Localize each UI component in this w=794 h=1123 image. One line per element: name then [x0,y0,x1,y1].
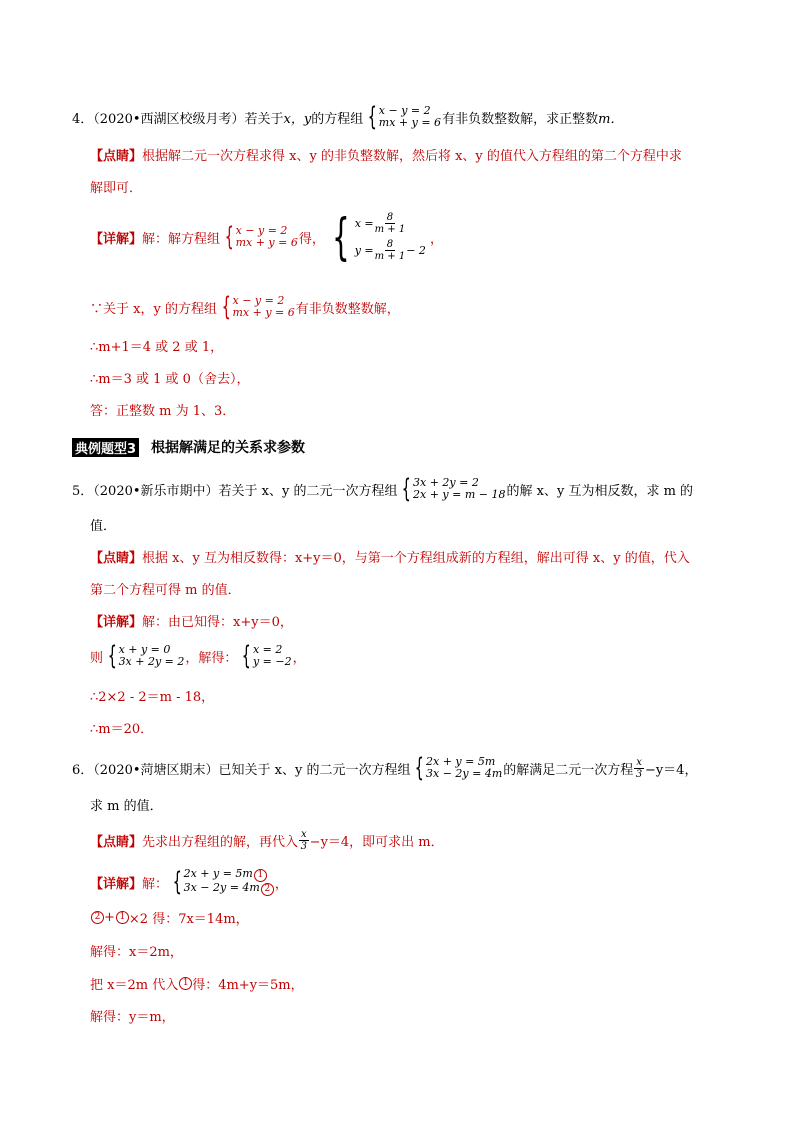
q6-line2: 求 m 的值． [90,799,163,814]
q6-hint [90,829,444,852]
q5-solve: ，解得： [185,650,238,666]
q4-hint-line1 [90,145,682,164]
q4-mid: 的方程组 [311,111,364,127]
brace-icon: { [107,641,117,671]
brace-icon: { [332,208,350,266]
q4-eq1: x − y = 2 [378,104,431,117]
q4-hint-text1: 根据解二元一次方程求得 x、y 的非负整数解，然后将 x、y 的值代入方程组的第二个方程中求 [142,149,682,164]
q6-detail-system: { 2x + y = 5m 1 3x − 2y = 4m 2 [169,868,274,896]
q6-hint-b: −y＝4，即可求出 m． [309,835,444,850]
q4-vars: x，y [283,111,312,127]
q4-hint-text2: 解即可． [90,181,143,196]
q5-line2: 值． [90,519,117,534]
q5-system-line: 则 { x + y = 0 3x + 2y = 2 ，解得： { x = 2 y = −2 ， [90,641,306,671]
q5-detail [90,611,293,630]
q6-detail: 【详解】 解： { 2x + y = 5m 1 3x − 2y = 4m 2 ， [90,867,288,897]
q5-hint-line2: 第二个方程可得 m 的值． [90,583,241,598]
q6-fraction: $\frac{x}{3}$ [635,756,643,780]
q5-prefix: 5．（2020•新乐市期中）若关于 x、y 的二元一次方程组 [72,483,398,499]
detail-label: 【详解】 [90,615,143,630]
q5-step2: ∴m＝20． [90,722,154,737]
q6-prefix: 6．（2020•菏塘区期末）已知关于 x、y 的二元一次方程组 [72,762,411,778]
q5-hint-line1 [90,547,690,566]
section-heading [72,437,305,457]
q6-system: { 2x + y = 5m 3x − 2y = 4m [415,753,503,783]
q6-step1: 2 + 1 ×2 得：7x＝14m， [90,908,249,927]
q4-step2: ∴m＝3 或 1 或 0（舍去）， [90,372,250,387]
q4-hint-line2 [90,177,142,196]
q4-eq1-repeat: x − y = 2 [235,224,288,237]
section-title: 根据解满足的关系求参数 [151,440,306,456]
brace-icon: { [172,867,182,897]
brace-icon: { [402,474,412,504]
q4-because-suffix: 有非负数整数解， [295,301,400,317]
q6-suffix-a: 的解满足二元一次方程 [503,762,634,778]
hint-label: 【点睛】 [90,835,143,850]
q4-detail-system [221,224,298,250]
q5-then: 则 [90,650,104,666]
q4-because-system: { x − y = 2 mx + y = 6 [221,292,295,322]
q4-because-text: ∵关于 x，y 的方程组 [90,301,217,317]
q5-result-system: { x = 2 y = −2 [242,641,292,671]
q6-statement [72,755,697,781]
q4-solution-system [325,210,426,264]
q4-eq2-repeat: mx + y = 6 [235,236,298,249]
q6-detail-text: 解： [142,876,169,892]
circled-2-icon: 2 [261,883,274,896]
q4-step3: 答：正整数 m 为 1、3． [90,404,236,419]
q4-detail-comma: ， [429,231,443,247]
circled-1-icon: 1 [179,977,192,990]
q6-step2: 解得：x＝2m， [90,945,183,960]
q6-step4: 解得：y＝m， [90,1010,175,1025]
q4-suffix: 有非负数整数解，求正整数 [442,111,599,127]
q4-m: m． [598,111,624,127]
q6-hint-a: 先求出方程组的解，再代入 [142,835,299,850]
brace-icon: { [415,753,425,783]
q4-sol-x: x = $\frac{8}{m + 1}$ [354,212,406,235]
q4-statement [72,104,623,130]
q5-step1: ∴2×2 - 2＝m - 18， [90,690,215,705]
brace-icon: { [367,102,378,132]
q6-suffix-b: −y＝4， [644,762,698,778]
brace-icon: { [242,641,252,671]
circled-1-icon: 1 [254,869,267,882]
q5-hint-text1: 根据 x、y 互为相反数得：x+y＝0，与第一个方程组成新的方程组，解出可得 x、y 的值，代入 [142,551,690,566]
q4-eq2: mx + y = 6 [378,116,442,129]
brace-icon: { [224,222,234,252]
q5-detail-text: 解：由已知得：x+y＝0， [142,615,293,630]
q5-new-system: { x + y = 0 3x + 2y = 2 [107,641,185,671]
hint-label: 【点睛】 [90,149,143,164]
q4-because [90,294,400,320]
brace-icon: { [221,292,231,322]
circled-2-icon: 2 [91,911,104,924]
q4-detail-b: 得， [298,231,325,247]
q5-suffix: 的解 x、y 互为相反数，求 m 的 [506,483,694,499]
hint-label: 【点睛】 [90,551,143,566]
q4-step1: ∴m+1＝4 或 2 或 1， [90,340,224,355]
q4-prefix: 4．（2020•西湖区校级月考）若关于 [72,111,284,127]
q4-system [364,104,441,130]
q6-hint-fraction: $\frac{x}{3}$ [300,829,308,852]
section-tag: 典例题型3 [72,438,139,457]
q4-detail [90,210,443,264]
q5-statement [72,476,693,502]
q4-detail-a: 解：解方程组 [142,231,221,247]
q4-sol-y: y = $\frac{8}{m + 1}$ − 2 [354,239,426,262]
q5-system: { 3x + 2y = 2 2x + y = m − 18 [402,474,506,504]
detail-label: 【详解】 [90,231,143,247]
q6-step3: 把 x＝2m 代入 1 得：4m+y＝5m， [90,978,304,993]
circled-1-icon: 1 [116,911,129,924]
detail-label: 【详解】 [90,876,143,892]
